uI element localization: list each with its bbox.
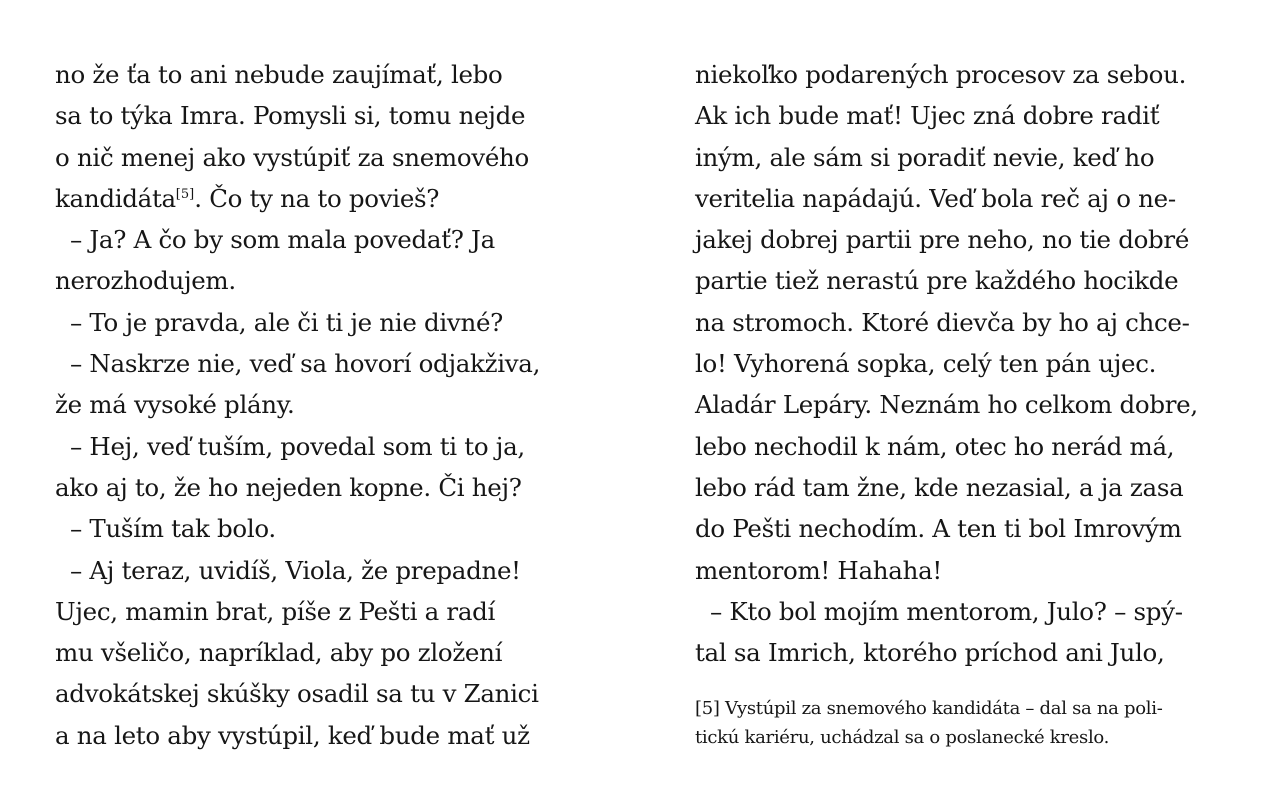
right-page (695, 54, 1230, 673)
text-line: do Pešti nechodím. A ten ti bol Imrovým (695, 514, 1182, 544)
text-line: že má vysoké plány. (55, 390, 295, 420)
text-line-with-footnote-ref (55, 178, 575, 219)
text-line: – Tuším tak bolo. (55, 514, 276, 544)
text-line: lebo nechodil k nám, otec ho nerád má, (695, 431, 1175, 461)
footnote-reference[interactable]: [5] (175, 186, 195, 202)
text-line: sa to týka Imra. Pomysli si, tomu nejde (55, 101, 526, 131)
text-line: iným, ale sám si poradiť nevie, keď ho (695, 142, 1155, 172)
text-line: niekoľko podarených procesov za sebou. (695, 60, 1187, 89)
footnote (695, 694, 1235, 752)
text-line: – Kto bol mojím mentorom, Julo? – spý- (695, 596, 1183, 626)
text-line: advokátskej skúšky osadil sa tu v Zanici (55, 679, 539, 709)
text-segment: kandidáta (55, 183, 176, 213)
text-line: lebo rád tam žne, kde nezasial, a ja zasa (695, 472, 1184, 502)
text-line: lo! Vyhorená sopka, celý ten pán ujec. (695, 349, 1157, 379)
text-line: jakej dobrej partii pre neho, no tie dobré (695, 225, 1190, 255)
text-line: na stromoch. Ktoré dievča by ho aj chce- (695, 307, 1190, 337)
text-line: veritelia napádajú. Veď bola reč aj o ne- (695, 183, 1176, 213)
text-line: Ak ich bude mať! Ujec zná dobre radiť (695, 101, 1160, 131)
text-line: partie tiež nerastú pre každého hocikde (695, 266, 1179, 296)
footnote-line: [5] Vystúpil za snemového kandidáta – dal sa na poli- (695, 698, 1163, 719)
text-line: ako aj to, že ho nejeden kopne. Či hej? (55, 472, 522, 502)
footnote-line: tickú kariéru, uchádzal sa o poslanecké kreslo. (695, 727, 1110, 748)
text-line: a na leto aby vystúpil, keď bude mať už (55, 720, 530, 750)
text-line: mentorom! Hahaha! (695, 555, 942, 585)
text-line: – Hej, veď tuším, povedal som ti to ja, (55, 431, 525, 461)
text-line: Ujec, mamin brat, píše z Pešti a radí (55, 596, 496, 626)
text-line: nerozhodujem. (55, 266, 236, 296)
text-line: – Ja? A čo by som mala povedať? Ja (55, 225, 495, 255)
text-line: – Naskrze nie, veď sa hovorí odjakživa, (55, 349, 541, 379)
text-line: – Aj teraz, uvidíš, Viola, že prepadne! (55, 555, 521, 585)
text-line: tal sa Imrich, ktorého príchod ani Julo, (695, 638, 1165, 668)
text-line: o nič menej ako vystúpiť za snemového (55, 142, 529, 172)
left-page (55, 54, 575, 756)
text-line: – To je pravda, ale či ti je nie divné? (55, 307, 503, 337)
text-line: mu všeličo, napríklad, aby po zložení (55, 638, 503, 668)
text-line: no že ťa to ani nebude zaujímať, lebo (55, 60, 503, 89)
text-segment: . Čo ty na to povieš? (194, 183, 440, 213)
text-line: Aladár Lepáry. Neznám ho celkom dobre, (695, 390, 1198, 420)
